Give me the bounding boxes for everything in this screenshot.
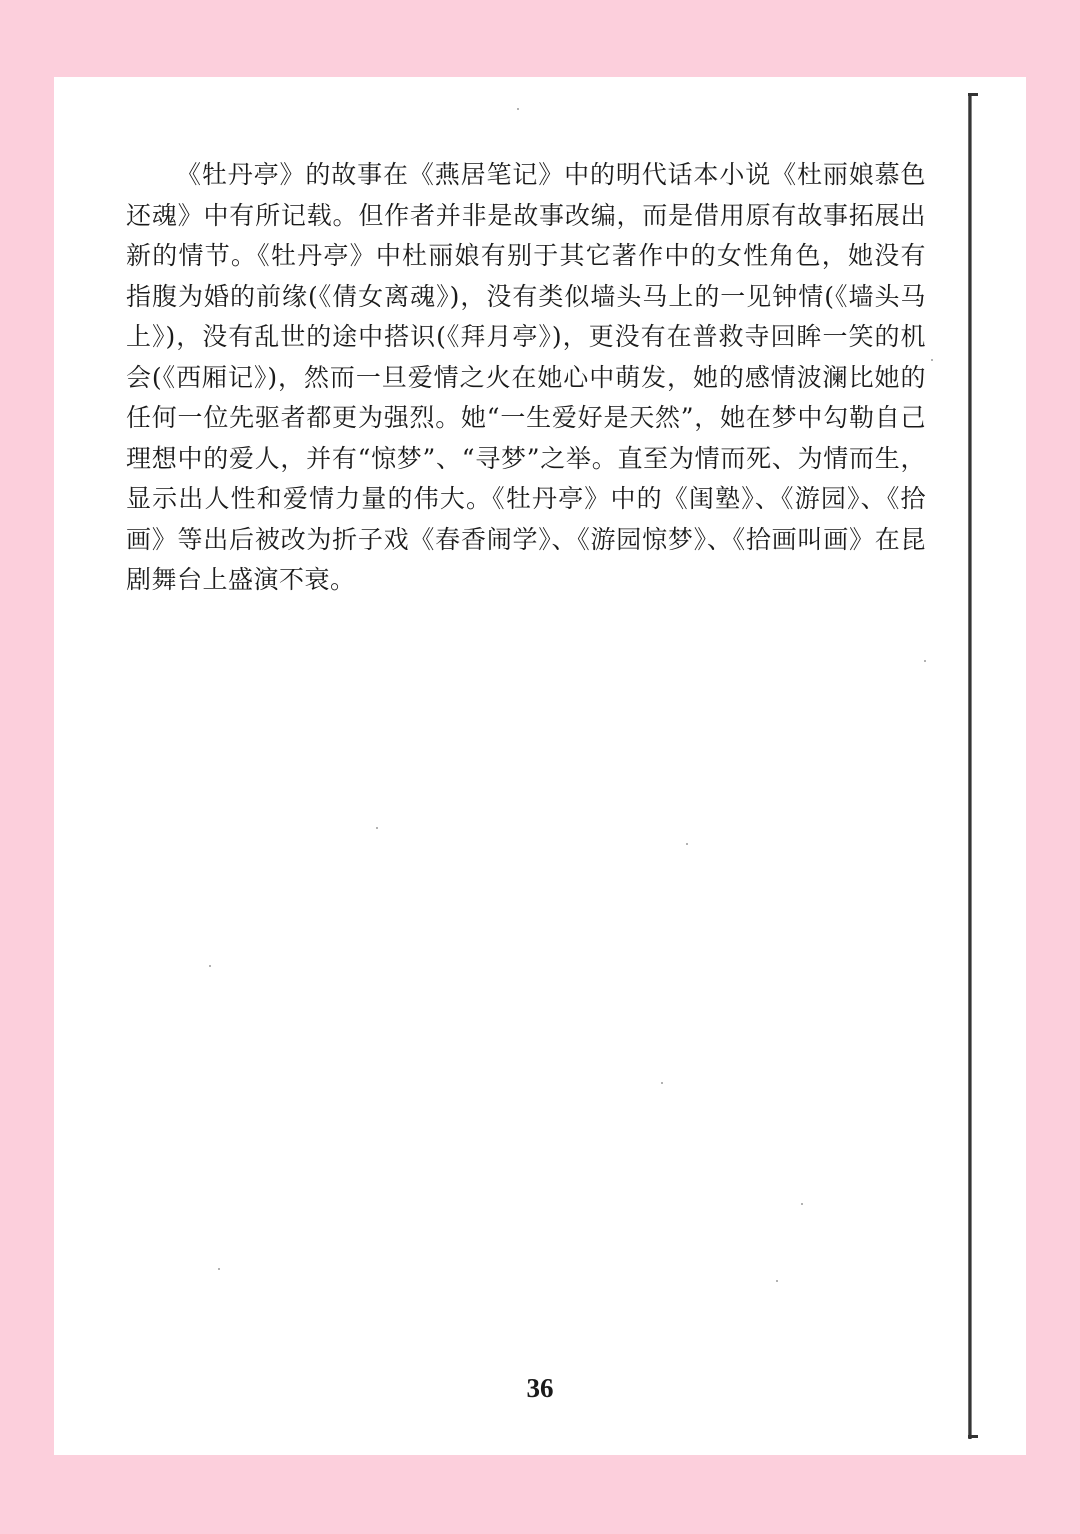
page-number: 36 — [526, 1373, 554, 1403]
scanned-page — [54, 77, 1026, 1455]
scan-speck — [661, 1082, 663, 1084]
scan-speck — [218, 1268, 220, 1270]
scan-speck — [376, 827, 378, 829]
body-paragraph: 《牡丹亭》的故事在《燕居笔记》中的明代话本小说《杜丽娘慕色还魂》中有所记载。但作者并非是故事改编，而是借用原有故事拓展出新的情节。《牡丹亭》中杜丽娘有别于其它著作中的女性角色，她没有指腹为婚的前缘(《倩女离魂》)，没有类似墙头马上的一见钟情(《墙头马上》)，没有乱世的途中搭识(《拜月亭》)，更没有在普救寺回眸一笑的机会(《西厢记》)，然而一旦爱情之火在她心中萌发，她的感情波澜比她的任何一位先驱者都更为强烈。她“一生爱好是天然”，她在梦中勾勒自己理想中的爱人，并有“惊梦”、“寻梦”之举。直至为情而死、为情而生，显示出人性和爱情力量的伟大。《牡丹亭》中的《闺塾》、《游园》、《拾画》等出后被改为折子戏《春香闹学》、《游园惊梦》、《拾画叫画》在昆剧舞台上盛演不衰。 — [126, 160, 926, 594]
scan-speck — [209, 965, 211, 967]
scan-speck — [931, 359, 933, 361]
scan-binding-edge — [968, 93, 972, 1439]
scan-speck — [776, 1280, 778, 1282]
scan-edge-bottom-mark — [968, 1435, 978, 1438]
scan-speck — [517, 108, 519, 110]
scan-edge-top-mark — [968, 93, 978, 96]
scan-speck — [801, 1203, 803, 1205]
scan-speck — [924, 660, 926, 662]
scan-speck — [686, 843, 688, 845]
